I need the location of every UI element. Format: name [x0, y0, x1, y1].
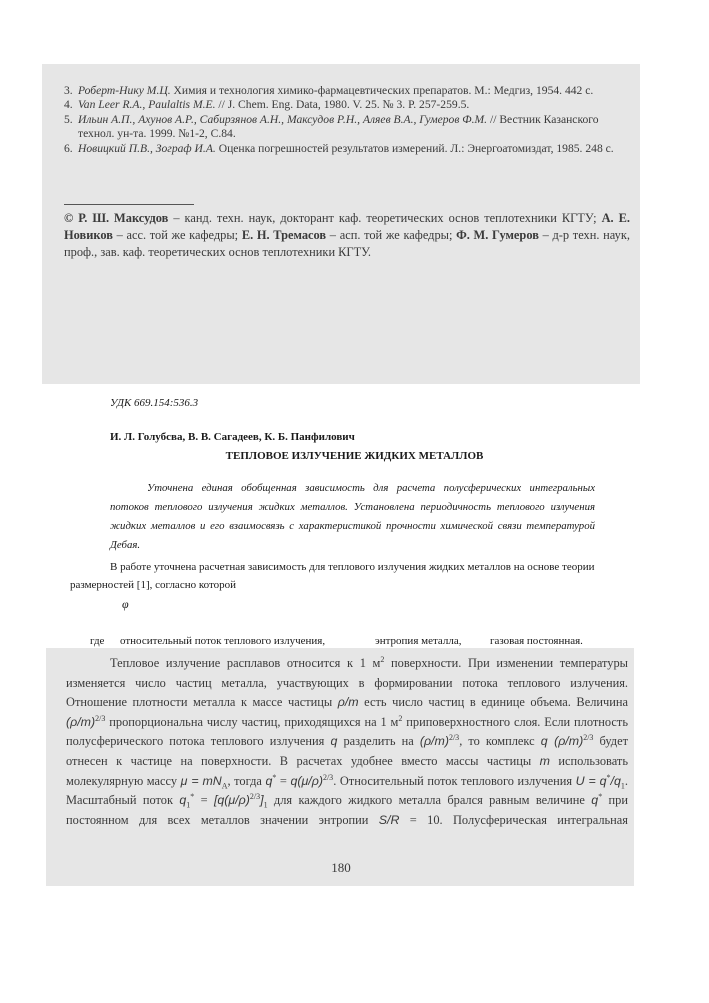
article-body-scan: [46, 648, 634, 886]
intro-paragraph: В работе уточнена расчетная зависимость для теплового излучения жидких металлов на основе теории размерностей [1], согласно которой: [70, 561, 595, 591]
where-term-flux: относительный поток теплового излучения,: [120, 635, 326, 647]
authors-footnote: © Р. Ш. Максудов – канд. техн. наук, докторант каф. теоретических основ теплотехники КГТУ; А. Е. Новиков – асс. той же кафедры; Е. Н. Тремасов – асп. той же кафедры; Ф. М. Гумеров – д-р техн. наук, проф., зав. каф. теоретических основ теплотехники КГТУ.: [64, 211, 630, 259]
body-scan-paragraph: Тепловое излучение расплавов относится к 1 $м^2$ поверхности. При изменении температуры изменяется число частиц металла, участвующих в формировании потока теплового излучения. Отношение плотности металла к массе частицы ρ/m есть число частиц в единице объема. Величина $(\rho/m)^{2/3}$ пропорциональна числу частиц, приходящихся на 1 $м^2$ приповерхностного слоя. Если плотность полусферического потока теплового излучения q разделить на $(\rho/m)^{2/3}$, то комплекс q $(\rho/m)^{2/3}$ будет отнесен к частице на поверхности. В расчетах удобнее вместо массы частицы m использовать молекулярную массу $\mu = mN_A$, тогда $q^* = q(\mu/\rho)^{2/3}$. Относительный поток теплового излучения $U = q^*/q_1$. Масштабный поток $q_1^* = [q(\mu/\rho)^{2/3}]_1$ для каждого жидкого металла брался равным величине q* при постоянном для всех металлов значении энтропии S/R = 10. Полусферическая интегральная: [66, 654, 629, 827]
where-term-entropy: энтропия металла,: [375, 635, 462, 647]
previous-article-scan: [42, 64, 640, 384]
reference-item: 5. Ильин А.П., Ахунов А.Р., Сабирзянов А.Н., Максудов Р.Н., Аляев В.А., Гумеров Ф.М. // Вестник Казанского технол. ун-та. 1999. №1-2, С.84.: [64, 112, 599, 141]
abstract: Уточнена единая обобщенная зависимость для расчета полусферических интегральных потоков теплового излучения жидких металлов. Установлена периодичность теплового излучения жидких металлов и его взаимосвязь с характеристикой прочности химической связи температурой Дебая.: [110, 482, 595, 551]
udc-code: УДК 669.154:536.3: [110, 397, 199, 409]
footnote-rule: [64, 204, 194, 205]
reference-list: [64, 84, 630, 156]
reference-item: 6. Новицкий П.В., Зограф И.А. Оценка погрешностей результатов измерений. Л.: Энергоатомиздат, 1985. 248 с.: [64, 141, 614, 155]
article-authors: И. Л. Голубсва, В. В. Сагадеев, К. Б. Панфилович: [110, 431, 355, 443]
article-title: ТЕПЛОВОЕ ИЗЛУЧЕНИЕ ЖИДКИХ МЕТАЛЛОВ: [225, 450, 484, 462]
reference-item: 3. Роберт-Нику М.Ц. Химия и технология химико-фармацевтических препаратов. М.: Медгиз, 1954. 442 с.: [64, 84, 594, 97]
where-term-gas-constant: газовая постоянная.: [490, 635, 583, 647]
formula-symbol: φ: [122, 597, 129, 611]
where-label: где: [90, 635, 105, 647]
page-number: 180: [331, 860, 351, 875]
reference-item: 4. Van Leer R.A., Paulaltis M.E. // J. Chem. Eng. Data, 1980. V. 25. № 3. P. 257-259.5.: [64, 98, 470, 112]
